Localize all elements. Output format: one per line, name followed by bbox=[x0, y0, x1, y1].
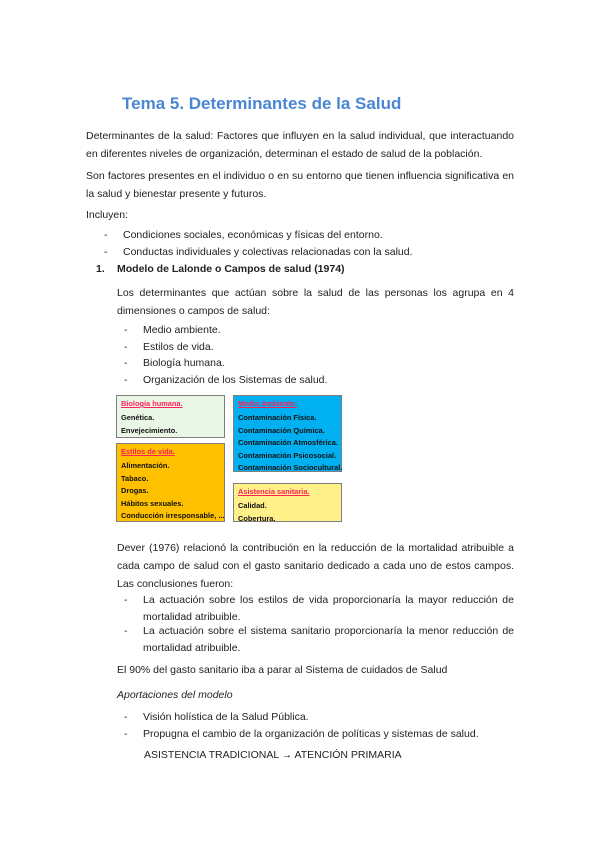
box-item: Cobertura. bbox=[238, 513, 276, 523]
box-item: Calidad. bbox=[238, 501, 267, 510]
list-item-text: Condiciones sociales, económicas y físicas del entorno. bbox=[123, 229, 383, 241]
list-item-text: Estilos de vida. bbox=[143, 341, 214, 353]
paragraph-dever: Dever (1976) relacionó la contribución en la reducción de la mortalidad atribuible a cada campo de salud con el gasto sanitario dedicado a cada uno de estos campos. Las conclusiones fueron: bbox=[117, 542, 514, 590]
bullet-dash: - bbox=[104, 246, 108, 258]
box-item: Contaminación Psicosocial. bbox=[238, 450, 337, 460]
box-header: Estilos de vida. bbox=[121, 447, 175, 456]
list-item-text: Conductas individuales y colectivas relacionadas con la salud. bbox=[123, 246, 413, 258]
bullet-dash: - bbox=[104, 229, 108, 241]
page-title: Tema 5. Determinantes de la Salud bbox=[122, 94, 402, 113]
paragraph-gasto: El 90% del gasto sanitario iba a parar al Sistema de cuidados de Salud bbox=[117, 664, 448, 676]
arrow-statement: ASISTENCIA TRADICIONAL → ATENCIÓN PRIMARIA bbox=[144, 749, 402, 761]
box-header: Asistencia sanitaria. bbox=[238, 487, 310, 496]
bullet-dash: - bbox=[124, 357, 128, 369]
box-item: Contaminación Sociocultural. bbox=[238, 463, 343, 473]
paragraph-definition: Determinantes de la salud: Factores que influyen en la salud individual, que interactuando en diferentes niveles de organización, determinan el estado de salud de la población. bbox=[86, 130, 514, 160]
paragraph-includes: Incluyen: bbox=[86, 209, 129, 221]
list-item-text: La actuación sobre los estilos de vida proporcionaría la mayor reducción de mortalidad atribuible. bbox=[143, 594, 514, 623]
box-medio-ambiente bbox=[233, 395, 342, 472]
section-title: Modelo de Lalonde o Campos de salud (1974) bbox=[117, 263, 345, 275]
list-item-text: Organización de los Sistemas de salud. bbox=[143, 374, 328, 386]
box-item: Alimentación. bbox=[121, 461, 170, 470]
box-asistencia-sanitaria bbox=[233, 483, 342, 522]
section-number: 1. bbox=[96, 263, 105, 275]
box-estilos-de-vida bbox=[116, 443, 225, 522]
subheading-aportaciones: Aportaciones del modelo bbox=[117, 689, 233, 701]
list-item-text: La actuación sobre el sistema sanitario proporcionaría la menor reducción de mortalidad atribuible. bbox=[143, 625, 514, 654]
box-item: Tabaco. bbox=[121, 473, 149, 483]
box-item: Contaminación Química. bbox=[238, 425, 325, 435]
box-item: Conducción irresponsable, ... bbox=[121, 511, 225, 521]
paragraph-dimensions: Los determinantes que actúan sobre la salud de las personas los agrupa en 4 dimensiones o campos de salud: bbox=[117, 287, 514, 317]
list-item-text: Visión holística de la Salud Pública. bbox=[143, 711, 309, 723]
box-item: Contaminación Atmosférica. bbox=[238, 438, 338, 448]
box-header: Medio Ambiente. bbox=[238, 399, 297, 408]
list-item-text: Medio ambiente. bbox=[143, 324, 221, 336]
box-item: Hábitos sexuales. bbox=[121, 498, 184, 508]
bullet-dash: - bbox=[124, 324, 128, 336]
box-item: Genética. bbox=[121, 413, 155, 422]
box-item: Drogas. bbox=[121, 486, 149, 496]
box-biologia-humana bbox=[116, 395, 225, 438]
paragraph-factors: Son factores presentes en el individuo o en su entorno que tienen influencia significativa en la salud y bienestar presente y futuros. bbox=[86, 170, 514, 200]
box-header: Biología humana. bbox=[121, 399, 183, 408]
bullet-dash: - bbox=[124, 728, 128, 740]
bullet-dash: - bbox=[124, 594, 128, 606]
box-item: Contaminación Física. bbox=[238, 413, 317, 422]
bullet-dash: - bbox=[124, 374, 128, 386]
bullet-dash: - bbox=[124, 711, 128, 723]
bullet-dash: - bbox=[124, 341, 128, 353]
list-item-text: Biología humana. bbox=[143, 357, 225, 369]
box-item: Envejecimiento. bbox=[121, 425, 178, 435]
bullet-dash: - bbox=[124, 625, 128, 637]
list-item-text: Propugna el cambio de la organización de políticas y sistemas de salud. bbox=[143, 728, 479, 740]
